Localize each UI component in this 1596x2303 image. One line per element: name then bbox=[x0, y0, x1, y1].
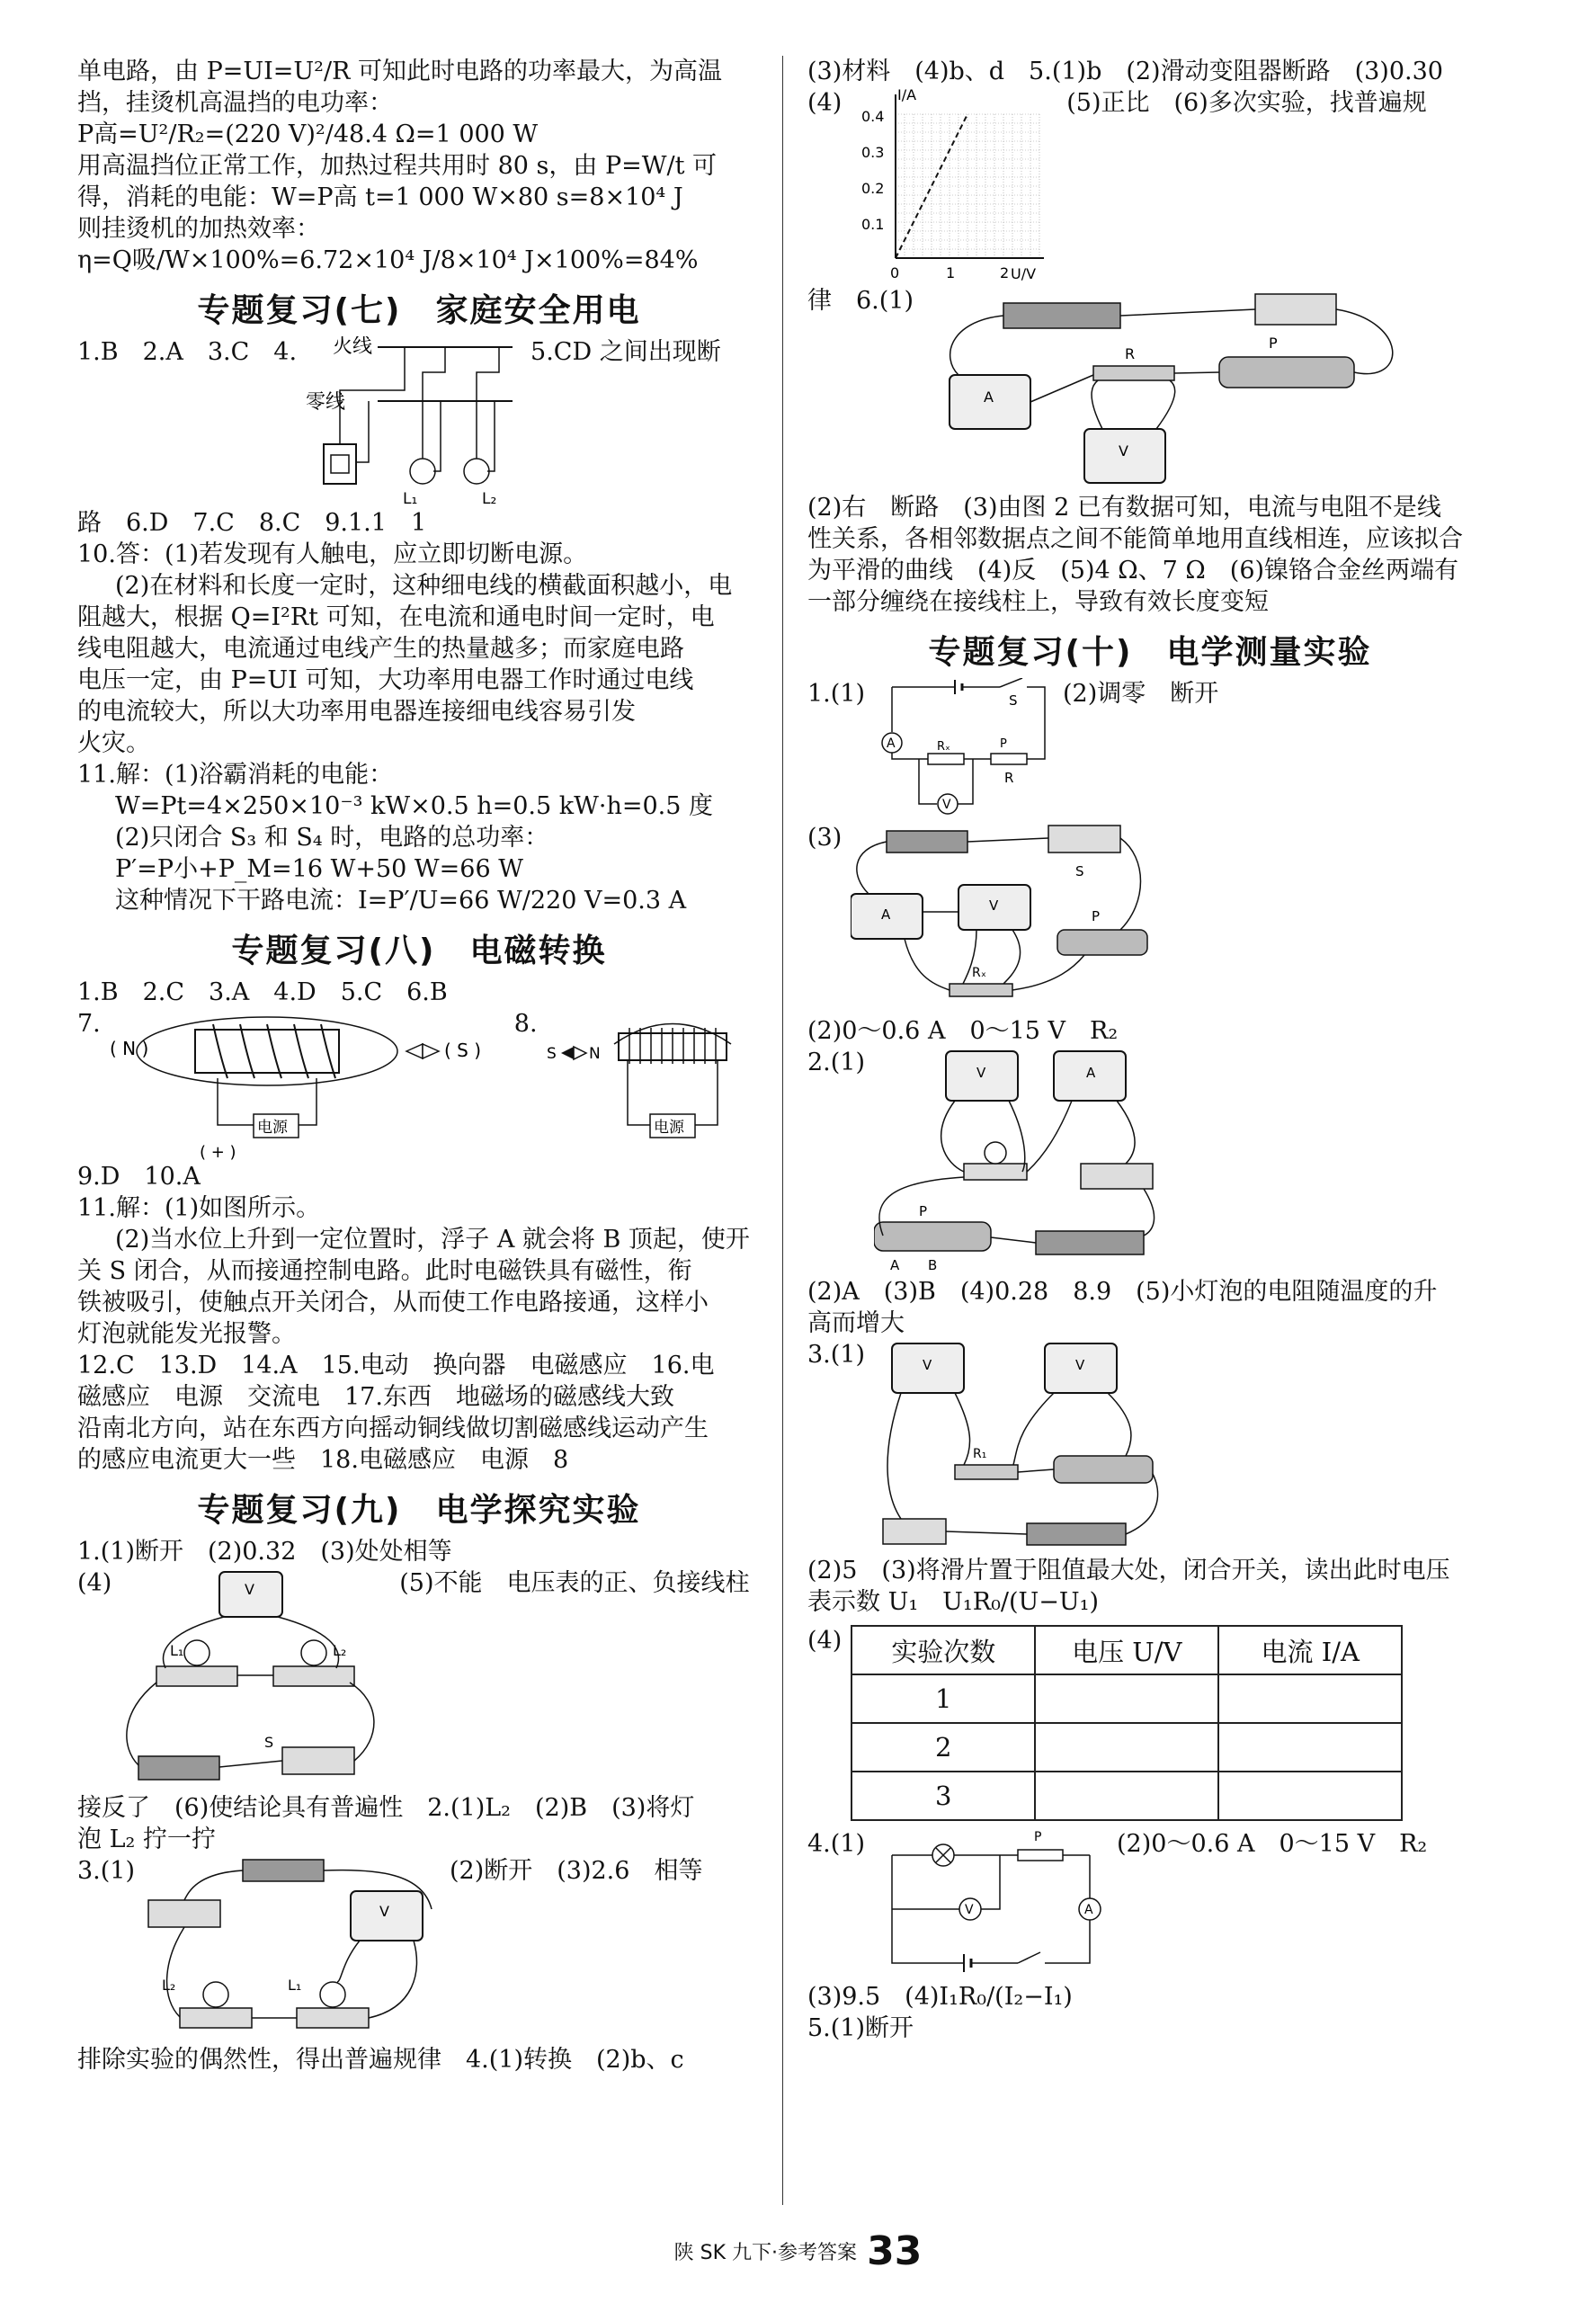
table-row bbox=[851, 1723, 1402, 1772]
q4-label: (4) bbox=[77, 1569, 112, 1597]
text-line: (2)右 断路 (3)由图 2 已有数据可知，电流与电阻不是线 bbox=[807, 494, 1441, 522]
s-pole-label: ( S ) bbox=[443, 1040, 481, 1061]
rheostat-symbol bbox=[991, 754, 1027, 764]
q3b-label: 3.(1) bbox=[807, 1341, 866, 1369]
text-line: 5.(1)断开 bbox=[807, 2014, 914, 2042]
page-footer bbox=[0, 2228, 1596, 2274]
text-line: 1.(1)断开 (2)0.32 (3)处处相等 bbox=[77, 1538, 452, 1566]
table-cell: 2 bbox=[851, 1723, 1035, 1772]
table-cell bbox=[1218, 1674, 1402, 1723]
q8-label: 8. bbox=[513, 1010, 538, 1038]
text-line: 得，消耗的电能：W=P高 t=1 000 W×80 s=8×10⁴ J bbox=[77, 183, 683, 211]
rx-resistor bbox=[928, 754, 964, 764]
l1-label: L₁ bbox=[403, 490, 418, 507]
text-line: (3)9.5 (4)I₁R₀/(I₂−I₁) bbox=[807, 1983, 1073, 2011]
house-circuit-diagram bbox=[306, 336, 522, 507]
table-cell bbox=[1218, 1772, 1402, 1820]
rx-resistor bbox=[950, 984, 1012, 996]
switch bbox=[1255, 294, 1336, 325]
answer-11-line: 11.解：(1)浴霸消耗的电能： bbox=[77, 761, 394, 789]
electromagnet-diagram-q8 bbox=[547, 1008, 753, 1161]
voltmeter-label: V bbox=[1075, 1357, 1085, 1373]
r-label: R bbox=[1004, 770, 1014, 786]
y-tick-label: 0.1 bbox=[861, 216, 885, 233]
y-axis-label: I/A bbox=[897, 87, 917, 103]
q4-label: 4.(1) bbox=[807, 1830, 866, 1858]
q7-label: 7. bbox=[77, 1010, 101, 1038]
rx-label: Rₓ bbox=[972, 966, 987, 980]
q4-label: (4) bbox=[807, 89, 843, 117]
table-row bbox=[851, 1674, 1402, 1723]
x-axis-label: U/V bbox=[1011, 265, 1037, 282]
ammeter-label: A bbox=[881, 906, 891, 923]
text-line: 的感应电流更大一些 18.电磁感应 电源 8 bbox=[77, 1446, 569, 1474]
answer-11-line: (2)只闭合 S₃ 和 S₄ 时，电路的总功率： bbox=[115, 824, 549, 852]
text-line: 则挂烫机的加热效率： bbox=[77, 215, 320, 243]
q1-text: (2)调零 断开 bbox=[1063, 680, 1219, 708]
voltammetry-physical-circuit bbox=[851, 822, 1156, 1015]
text-line: 性关系，各相邻数据点之间不能简单地用直线相连，应该拟合 bbox=[807, 525, 1463, 553]
graph-grid bbox=[896, 114, 1039, 258]
bulb-base-l1 bbox=[297, 2008, 369, 2028]
switch-label: S bbox=[1075, 863, 1084, 879]
ammeter-label: A bbox=[984, 388, 994, 406]
answer-10-line: 线电阻越大，电流通过电线产生的热量越多；而家庭电路 bbox=[77, 635, 684, 663]
live-wire-label: 火线 bbox=[333, 336, 373, 358]
voltmeter-label: V bbox=[942, 798, 951, 812]
socket bbox=[324, 444, 356, 484]
x-tick-label: 2 bbox=[1000, 264, 1010, 281]
plus-terminal-label: ( + ) bbox=[199, 1143, 236, 1161]
text-line: 1.B 2.A 3.C 4. bbox=[77, 338, 298, 366]
wires bbox=[127, 1617, 374, 1767]
rheostat bbox=[1057, 930, 1147, 955]
slider-p-label: P bbox=[919, 1203, 928, 1219]
iu-graph bbox=[851, 87, 1057, 285]
text-line: 排除实验的偶然性，得出普遍规律 4.(1)转换 (2)b、c bbox=[77, 2046, 684, 2074]
y-tick-label: 0.2 bbox=[861, 180, 885, 197]
q4-text: (2)0～0.6 A 0～15 V R₂ bbox=[1117, 1830, 1428, 1858]
l2-label: L₂ bbox=[333, 1642, 347, 1659]
compass-needle bbox=[561, 1047, 574, 1059]
text-line: 高而增大 bbox=[807, 1309, 905, 1337]
text-line: 挡，挂烫机高温挡的电功率： bbox=[77, 89, 393, 117]
switch bbox=[1048, 826, 1120, 852]
n-label: N bbox=[588, 1045, 601, 1063]
formula-line: P高=U²/R₂=(220 V)²/48.4 Ω=1 000 W bbox=[77, 121, 539, 148]
answer-11-line: P′=P小+P_M=16 W+50 W=66 W bbox=[115, 855, 523, 883]
voltmeter-label: V bbox=[965, 1903, 974, 1917]
s10-q4-row bbox=[807, 1828, 1493, 1981]
table-label: (4) bbox=[807, 1627, 843, 1655]
answer-11-line: 铁被吸引，使触点开关闭合，从而使工作电路接通，这样小 bbox=[77, 1289, 709, 1317]
q3-label: 3.(1) bbox=[77, 1857, 136, 1885]
l1-label: L₁ bbox=[288, 1977, 302, 1994]
switch bbox=[1018, 1952, 1040, 1963]
p-label: P bbox=[1000, 737, 1007, 751]
r1-resistor bbox=[955, 1465, 1018, 1479]
text-line: 9.D 10.A bbox=[77, 1163, 201, 1191]
left-column bbox=[77, 56, 761, 2075]
s10-q3-row bbox=[807, 822, 1493, 1015]
right-column bbox=[807, 56, 1493, 2044]
text-line: 5.CD 之间出现断 bbox=[531, 338, 721, 366]
l2-label: L₂ bbox=[162, 1977, 176, 1994]
text-line: 1.B 2.C 3.A 4.D 5.C 6.B bbox=[77, 978, 448, 1006]
text-line: 律 6.(1) bbox=[807, 287, 914, 315]
battery bbox=[138, 1756, 219, 1780]
compass-needle bbox=[406, 1044, 423, 1058]
prev-answer-block bbox=[77, 56, 761, 276]
answer-11-line: 关 S 闭合，从而接通控制电路。此时电磁铁具有磁性，衔 bbox=[77, 1257, 692, 1285]
switch bbox=[1081, 1164, 1153, 1189]
section-title-7: 专题复习(七) 家庭安全用电 bbox=[197, 292, 641, 329]
parallel-circuit-voltmeter bbox=[144, 1855, 441, 2044]
voltmeter-label: V bbox=[1119, 442, 1128, 460]
rx-measurement-circuit bbox=[874, 1339, 1171, 1555]
bulb-l1 bbox=[184, 1640, 210, 1665]
r1-label: R₁ bbox=[973, 1447, 987, 1461]
answer-10-line: 10.答：(1)若发现有人触电，应立即切断电源。 bbox=[77, 540, 588, 568]
text-line: (2)5 (3)将滑片置于阻值最大处，闭合开关，读出此时电压 bbox=[807, 1557, 1450, 1584]
battery bbox=[1036, 1231, 1144, 1254]
lamp bbox=[985, 1142, 1006, 1164]
text-line: 表示数 U₁ U₁R₀/(U−U₁) bbox=[807, 1588, 1100, 1616]
text-line: (2)0～0.6 A 0～15 V R₂ bbox=[807, 1017, 1119, 1045]
battery bbox=[243, 1860, 324, 1881]
bulb-base-l2 bbox=[273, 1666, 354, 1686]
voltmeter-label: V bbox=[245, 1581, 255, 1598]
text-line: 磁感应 电源 交流电 17.东西 地磁场的磁感线大致 bbox=[77, 1383, 674, 1411]
resistance-wire bbox=[1093, 366, 1174, 380]
power-source-label: 电源 bbox=[653, 1119, 684, 1137]
lamp-resistance-circuit bbox=[874, 1047, 1171, 1276]
switch bbox=[282, 1747, 354, 1774]
bulb-l2 bbox=[301, 1640, 326, 1665]
y-tick-label: 0.4 bbox=[861, 108, 885, 125]
footer-text: 陕 SK 九下·参考答案 bbox=[673, 2242, 858, 2264]
battery bbox=[887, 831, 967, 852]
text-line: 路 6.D 7.C 8.C 9.1.1 1 bbox=[77, 509, 427, 537]
solenoid-diagram-q7 bbox=[110, 1008, 505, 1161]
lamp-ammeter-circuit-diagram bbox=[874, 1828, 1108, 1981]
answer-11-line: 11.解：(1)如图所示。 bbox=[77, 1194, 321, 1222]
battery bbox=[1003, 303, 1120, 328]
rheostat-symbol bbox=[1018, 1850, 1063, 1861]
q1-label: 1.(1) bbox=[807, 680, 866, 708]
table-cell: 3 bbox=[851, 1772, 1035, 1820]
table-header: 电流 I/A bbox=[1218, 1626, 1402, 1674]
page-number: 33 bbox=[867, 2228, 923, 2274]
section-title-10: 专题复习(十) 电学测量实验 bbox=[928, 634, 1372, 671]
rheostat bbox=[1054, 1456, 1153, 1483]
bulb-l2 bbox=[203, 1982, 228, 2007]
switch bbox=[148, 1900, 220, 1927]
q3-label: (3) bbox=[807, 824, 843, 852]
table-cell: 1 bbox=[851, 1674, 1035, 1723]
p-label: P bbox=[1034, 1830, 1042, 1844]
answer-11-line: (2)当水位上升到一定位置时，浮子 A 就会将 B 顶起，使开 bbox=[115, 1226, 750, 1254]
text-line: 为平滑的曲线 (4)反 (5)4 Ω、7 Ω (6)镍铬合金丝两端有 bbox=[807, 557, 1459, 585]
socket-inner bbox=[331, 455, 349, 473]
record-table bbox=[851, 1625, 1403, 1821]
s8-q7-q8-figs bbox=[77, 1008, 761, 1161]
record-table-row bbox=[807, 1625, 1493, 1821]
text-line: 沿南北方向，站在东西方向摇动铜线做切割磁感线运动产生 bbox=[77, 1415, 709, 1442]
s10-q1-row bbox=[807, 678, 1493, 822]
s9-q3-row bbox=[77, 1855, 761, 2044]
voltmeter-label: V bbox=[976, 1065, 986, 1081]
q6-fig-row bbox=[807, 285, 1493, 492]
table-header-row bbox=[851, 1626, 1402, 1674]
r-label: R bbox=[1125, 345, 1136, 362]
bulb-base-l1 bbox=[156, 1666, 237, 1686]
answer-11-line: W=Pt=4×250×10⁻³ kW×0.5 h=0.5 kW·h=0.5 度 bbox=[115, 792, 714, 820]
terminal-b-label: B bbox=[928, 1257, 938, 1273]
section-title-9: 专题复习(九) 电学探究实验 bbox=[197, 1492, 641, 1529]
switch-label: S bbox=[264, 1734, 274, 1751]
formula-line: η=Q吸/W×100%=6.72×10⁴ J/8×10⁴ J×100%=84% bbox=[77, 246, 699, 274]
y-tick-label: 0.3 bbox=[861, 144, 885, 161]
voltmeter-label: V bbox=[989, 897, 999, 914]
ammeter-label: A bbox=[887, 736, 896, 751]
neutral-wire-label: 零线 bbox=[306, 391, 346, 414]
voltammetry-circuit-diagram bbox=[874, 678, 1054, 822]
table-row bbox=[851, 1772, 1402, 1820]
bulb-l1 bbox=[410, 459, 435, 484]
s9-q4-row bbox=[77, 1567, 761, 1792]
power-source-label: 电源 bbox=[256, 1119, 288, 1137]
s-label: S bbox=[546, 1045, 557, 1063]
answer-10-line: (2)在材料和长度一定时，这种细电线的横截面积越小，电 bbox=[115, 572, 733, 600]
q2-label: 2.(1) bbox=[807, 1049, 866, 1076]
series-circuit-voltmeter bbox=[120, 1567, 390, 1792]
bulb-l2 bbox=[464, 459, 489, 484]
text-line: 12.C 13.D 14.A 15.电动 换向器 电磁感应 16.电 bbox=[77, 1352, 715, 1379]
table-cell bbox=[1218, 1723, 1402, 1772]
answer-11-line: 这种情况下干路电流：I=P′/U=66 W/220 V=0.3 A bbox=[115, 887, 687, 915]
answer-11-line: 灯泡就能发光报警。 bbox=[77, 1320, 296, 1348]
iu-graph-row bbox=[807, 87, 1493, 285]
switch bbox=[883, 1519, 946, 1544]
table-header: 实验次数 bbox=[851, 1626, 1035, 1674]
voltmeter-label: V bbox=[379, 1903, 389, 1920]
answer-10-line: 火灾。 bbox=[77, 729, 150, 757]
s10-q2-row bbox=[807, 1047, 1493, 1276]
section-title-8: 专题复习(八) 电磁转换 bbox=[231, 933, 607, 969]
terminal-a-label: A bbox=[890, 1257, 900, 1273]
switch bbox=[1000, 678, 1022, 687]
text-line: (3)材料 (4)b、d 5.(1)b (2)滑动变阻器断路 (3)0.30 bbox=[807, 58, 1443, 85]
bulb-l1 bbox=[320, 1982, 345, 2007]
table-cell bbox=[1035, 1772, 1218, 1820]
slider-p-label: P bbox=[1092, 908, 1101, 924]
bulb-base-l2 bbox=[180, 2008, 252, 2028]
lamp-base bbox=[964, 1164, 1027, 1180]
answer-10-line: 的电流较大，所以大功率用电器连接细电线容易引发 bbox=[77, 698, 636, 726]
text-line: 接反了 (6)使结论具有普遍性 2.(1)L₂ (2)B (3)将灯 bbox=[77, 1794, 695, 1822]
column-divider bbox=[782, 56, 783, 2205]
voltmeter-label: V bbox=[923, 1357, 932, 1373]
q5-text: (5)不能 电压表的正、负接线柱 bbox=[399, 1569, 750, 1597]
table-cell bbox=[1035, 1674, 1218, 1723]
table-header: 电压 U/V bbox=[1035, 1626, 1218, 1674]
rx-label: Rₓ bbox=[937, 740, 950, 754]
table-cell bbox=[1035, 1723, 1218, 1772]
answer-10-line: 电压一定，由 P=UI 可知，大功率用电器工作时通过电线 bbox=[77, 666, 694, 694]
n-pole-label: ( N ) bbox=[109, 1038, 149, 1059]
rheostat bbox=[1219, 357, 1354, 388]
coil-windings bbox=[213, 1024, 335, 1078]
text-line: 用高温挡位正常工作，加热过程共用时 80 s，由 P=W/t 可 bbox=[77, 152, 718, 180]
text-line: (2)A (3)B (4)0.28 8.9 (5)小灯泡的电阻随温度的升 bbox=[807, 1278, 1438, 1306]
text-line: 泡 L₂ 拧一拧 bbox=[77, 1825, 216, 1853]
q5-text: (5)正比 (6)多次实验，找普遍规 bbox=[1066, 89, 1427, 117]
l2-label: L₂ bbox=[482, 490, 497, 507]
text-line: 一部分缠绕在接线柱上，导致有效长度变短 bbox=[807, 588, 1269, 616]
ammeter-label: A bbox=[1086, 1065, 1096, 1081]
x-tick-label: 0 bbox=[890, 264, 900, 281]
slider-p-label: P bbox=[1269, 335, 1278, 352]
resistance-wire-circuit bbox=[923, 285, 1426, 492]
answer-10-line: 阻越大，根据 Q=I²Rt 可知，在电流和通电时间一定时，电 bbox=[77, 603, 715, 631]
text-line: 单电路，由 P=UI=U²/R 可知此时电路的功率最大，为高温 bbox=[77, 58, 723, 85]
x-tick-label: 1 bbox=[946, 264, 956, 281]
q3-text: (2)断开 (3)2.6 相等 bbox=[450, 1857, 703, 1885]
switch-label: S bbox=[1009, 692, 1018, 709]
rheostat bbox=[874, 1222, 991, 1251]
l1-label: L₁ bbox=[170, 1642, 184, 1659]
ammeter-label: A bbox=[1084, 1903, 1093, 1917]
s7-q1-row bbox=[77, 336, 761, 507]
battery bbox=[1027, 1523, 1126, 1545]
s10-q3b-row bbox=[807, 1339, 1493, 1555]
